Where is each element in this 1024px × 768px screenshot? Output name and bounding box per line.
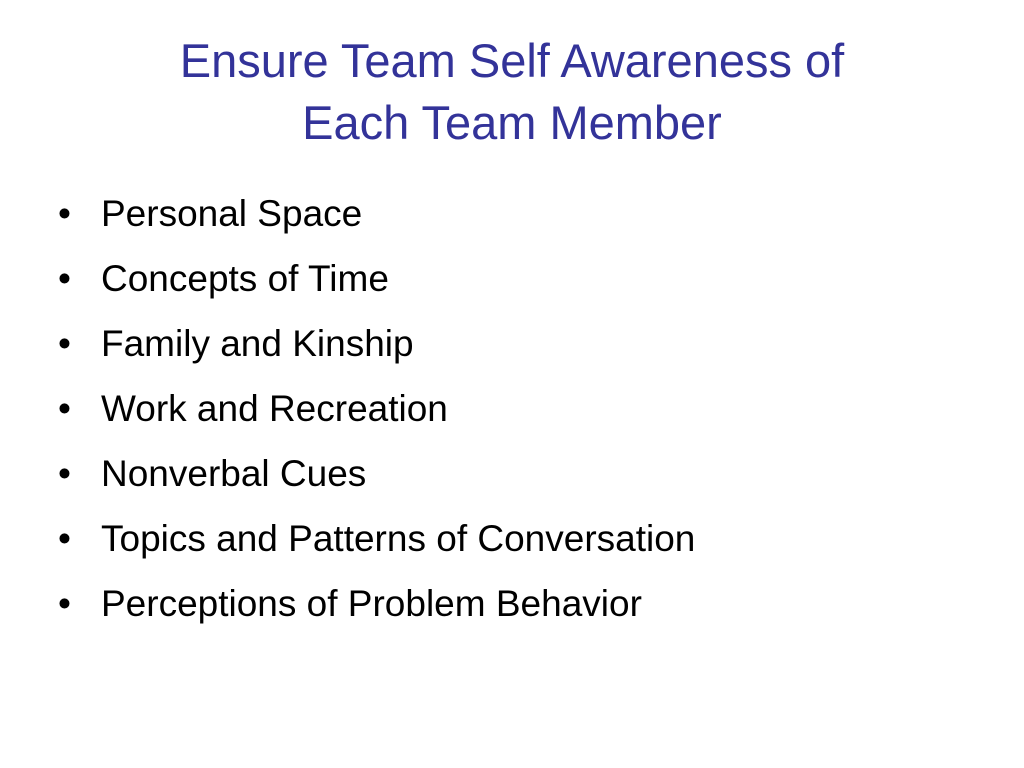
bullet-icon: • — [58, 388, 71, 429]
bullet-icon: • — [58, 453, 71, 494]
bullet-item-nonverbal-cues — [58, 446, 978, 511]
bullet-icon: • — [58, 193, 71, 234]
bullet-text: Perceptions of Problem Behavior — [101, 583, 642, 624]
bullet-icon: • — [58, 323, 71, 364]
bullet-item-perceptions-of-problem-behavior — [58, 576, 978, 641]
bullet-icon: • — [58, 583, 71, 624]
bullet-text: Topics and Patterns of Conversation — [101, 518, 696, 559]
bullet-item-work-and-recreation — [58, 381, 978, 446]
slide-title-line-1: Ensure Team Self Awareness of — [179, 34, 845, 87]
bullet-item-family-and-kinship — [58, 316, 978, 381]
bullet-icon: • — [58, 518, 71, 559]
slide-title-line-2: Each Team Member — [302, 96, 722, 149]
bullet-item-personal-space — [58, 186, 978, 251]
bullet-text: Family and Kinship — [101, 323, 414, 364]
bullet-text: Work and Recreation — [101, 388, 448, 429]
bullet-text: Personal Space — [101, 193, 363, 234]
bullet-icon: • — [58, 258, 71, 299]
bullet-text: Nonverbal Cues — [101, 453, 367, 494]
bullet-list — [58, 186, 978, 641]
bullet-item-concepts-of-time — [58, 251, 978, 316]
slide-title — [62, 30, 962, 154]
bullet-text: Concepts of Time — [101, 258, 389, 299]
bullet-item-topics-and-patterns — [58, 511, 978, 576]
